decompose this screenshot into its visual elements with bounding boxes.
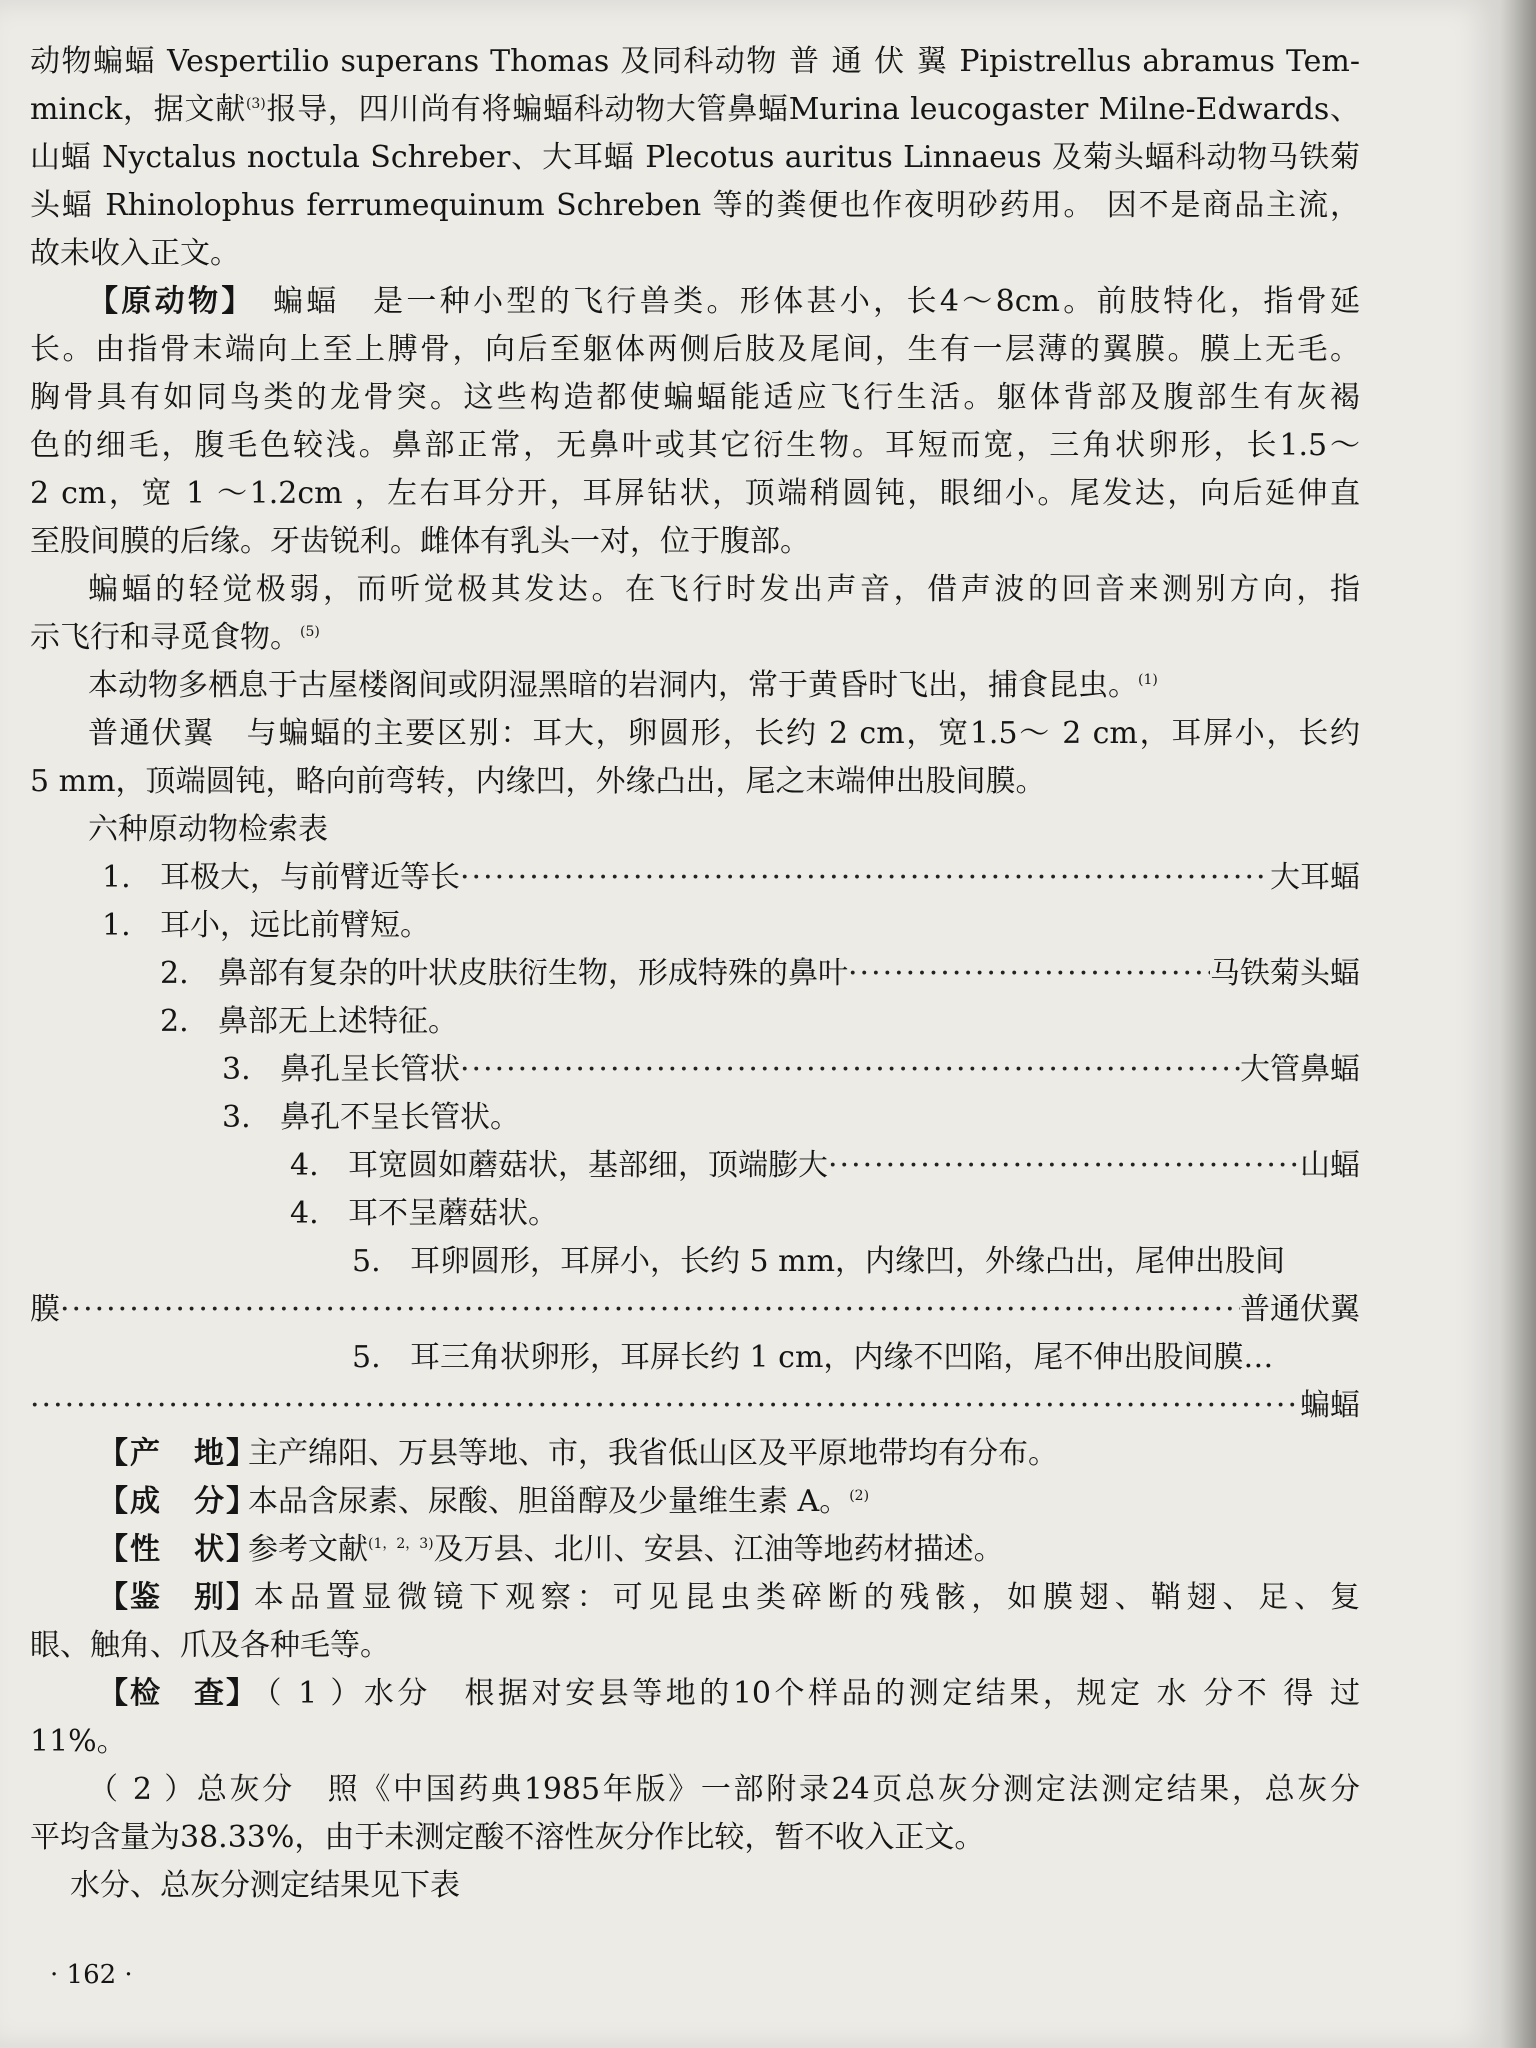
key-item-5b [30, 1334, 1360, 1382]
key-result: 大管鼻蝠 [1240, 1052, 1360, 1087]
leader-dots [848, 950, 1210, 998]
key-item-1a [30, 854, 1360, 902]
key-num: 3. [222, 1052, 251, 1087]
ref-1: (1) [1138, 672, 1158, 688]
entry-text: 主产绵阳、万县等地、市，我省低山区及平原地带均有分布。 [248, 1436, 1058, 1471]
key-text-cont: 膜 [30, 1292, 60, 1327]
key-text: 鼻孔不呈长管状。 [280, 1100, 520, 1135]
key-num: 5. [352, 1340, 381, 1375]
key-item-5a [30, 1238, 1360, 1286]
leader-dots [60, 1286, 1240, 1334]
key-item-4b [30, 1190, 1360, 1238]
intro-line-2a: minck，据文献 [30, 92, 246, 127]
entry-properties [30, 1526, 1360, 1574]
origin-line-1 [30, 278, 1360, 326]
ref-1-2-3: (1，2，3) [368, 1536, 434, 1552]
key-text: 耳三角状卵形，耳屏长约 1 cm，内缘不凹陷，尾不伸出股间膜… [410, 1340, 1274, 1375]
key-item-3b [30, 1094, 1360, 1142]
leader-dots [460, 1046, 1240, 1094]
key-num: 1. [102, 908, 131, 943]
intro-line-1: 动物蝙蝠 Vespertilio superans Thomas 及同科动物 普 通 伏 翼 Pipistrellus abramus Tem- [30, 44, 1360, 79]
entry-inspection-cont: 11%。 [30, 1724, 127, 1759]
entry-inspection [30, 1670, 1360, 1718]
p2-line-2 [30, 614, 1360, 662]
key-text: 耳宽圆如蘑菇状，基部细，顶端膨大 [348, 1148, 828, 1183]
p2-line-1: 蝙蝠的轻觉极弱，而听觉极其发达。在飞行时发出声音，借声波的回音来测别方向，指 [88, 572, 1360, 607]
entry-label: 【性 状】 [98, 1532, 258, 1567]
entry-composition [30, 1478, 1360, 1526]
p2-text-2: 示飞行和寻觅食物。 [30, 620, 300, 655]
intro-line-2b: 报导，四川尚有将蝙蝠科动物大管鼻蝠Murina leucogaster Milne-Edwards、 [265, 92, 1360, 127]
origin-text-1: 蝙蝠 是一种小型的飞行兽类。形体甚小，长4～8cm。前肢特化，指骨延 [273, 284, 1360, 319]
origin-line-6: 至股间膜的后缘。牙齿锐利。雌体有乳头一对，位于腹部。 [30, 524, 810, 559]
entry-text: 本品含尿素、尿酸、胆甾醇及少量维生素 A。 [248, 1484, 850, 1519]
key-item-2b [30, 998, 1360, 1046]
entry-label: 【成 分】 [98, 1484, 258, 1519]
key-result: 大耳蝠 [1270, 860, 1360, 895]
ash-line-2: 平均含量为38.33%，由于未测定酸不溶性灰分作比较，暂不收入正文。 [30, 1820, 985, 1855]
key-item-2a [30, 950, 1360, 998]
key-text: 耳不呈蘑菇状。 [348, 1196, 558, 1231]
origin-label: 【原动物】 [88, 284, 240, 319]
key-item-5b-cont [30, 1382, 1360, 1430]
intro-line-5: 故未收入正文。 [30, 236, 240, 271]
entry-origin-place [30, 1430, 1360, 1478]
key-num: 5. [352, 1244, 381, 1279]
key-num: 2. [160, 1004, 189, 1039]
book-binding-edge [1500, 0, 1536, 2048]
p3-text: 本动物多栖息于古屋楼阁间或阴湿黑暗的岩洞内，常于黄昏时飞出，捕食昆虫。 [88, 668, 1138, 703]
ref-2: (2) [849, 1488, 870, 1504]
entry-label: 【鉴 别】 [98, 1580, 258, 1615]
entry-identification-cont: 眼、触角、爪及各种毛等。 [30, 1628, 390, 1663]
leader-dots [30, 1382, 1300, 1430]
leader-dots [460, 854, 1270, 902]
key-item-1b [30, 902, 1360, 950]
key-title: 六种原动物检索表 [88, 812, 328, 847]
entry-identification [30, 1574, 1360, 1622]
p3-line-1 [30, 662, 1360, 710]
intro-line-4: 头蝠 Rhinolophus ferrumequinum Schreben 等的粪便也作夜明砂药用。 因不是商品主流， [30, 188, 1360, 223]
key-text: 鼻部无上述特征。 [218, 1004, 458, 1039]
page-text [30, 38, 1360, 1910]
key-num: 4. [290, 1148, 319, 1183]
page-number: · 162 · [50, 1960, 133, 1990]
entry-text: （ 1 ）水分 根据对安县等地的10个样品的测定结果，规定 水 分不 得 过 [248, 1676, 1360, 1711]
key-text: 耳卵圆形，耳屏小，长约 5 mm，内缘凹，外缘凸出，尾伸出股间 [410, 1244, 1286, 1279]
p4-line-1: 普通伏翼 与蝙蝠的主要区别：耳大，卵圆形，长约 2 cm，宽1.5～ 2 cm，耳屏小，长约 [88, 716, 1360, 751]
key-result: 普通伏翼 [1240, 1292, 1360, 1327]
entry-text: 本品置显微镜下观察：可见昆虫类碎断的残骸，如膜翅、鞘翅、足、复 [248, 1580, 1360, 1615]
key-result: 山蝠 [1300, 1148, 1360, 1183]
ref-3: (3) [245, 96, 266, 112]
key-item-4a [30, 1142, 1360, 1190]
key-text: 鼻部有复杂的叶状皮肤衍生物，形成特殊的鼻叶 [218, 956, 848, 991]
key-result: 蝙蝠 [1300, 1388, 1360, 1423]
ref-5: (5) [300, 624, 320, 640]
key-num: 1. [102, 860, 131, 895]
origin-line-5: 2 cm，宽 1 ～1.2cm ，左右耳分开，耳屏钻状，顶端稍圆钝，眼细小。尾发达，向后延伸直 [30, 476, 1360, 511]
origin-line-4: 色的细毛，腹毛色较浅。鼻部正常，无鼻叶或其它衍生物。耳短而宽，三角状卵形，长1.5～ [30, 428, 1360, 463]
key-result: 马铁菊头蝠 [1210, 956, 1360, 991]
entry-label: 【产 地】 [98, 1436, 258, 1471]
key-item-3a [30, 1046, 1360, 1094]
key-item-5a-cont [30, 1286, 1360, 1334]
entry-text-a: 参考文献 [248, 1532, 368, 1567]
key-text: 耳极大，与前臂近等长 [160, 860, 460, 895]
key-num: 3. [222, 1100, 251, 1135]
leader-dots [828, 1142, 1300, 1190]
entry-label: 【检 查】 [98, 1676, 258, 1711]
key-num: 2. [160, 956, 189, 991]
key-text: 鼻孔呈长管状 [280, 1052, 460, 1087]
origin-line-2: 长。由指骨末端向上至上膊骨，向后至躯体两侧后肢及尾间，生有一层薄的翼膜。膜上无毛。 [30, 332, 1360, 367]
p4-line-2: 5 mm，顶端圆钝，略向前弯转，内缘凹，外缘凸出，尾之末端伸出股间膜。 [30, 764, 1046, 799]
intro-line-3: 山蝠 Nyctalus noctula Schreber、大耳蝠 Plecotus auritus Linnaeus 及菊头蝠科动物马铁菊 [30, 140, 1360, 175]
intro-line-2 [30, 86, 1360, 134]
key-num: 4. [290, 1196, 319, 1231]
origin-line-3: 胸骨具有如同鸟类的龙骨突。这些构造都使蝙蝠能适应飞行生活。躯体背部及腹部生有灰褐 [30, 380, 1360, 415]
key-text: 耳小，远比前臂短。 [160, 908, 430, 943]
ash-line-3: 水分、总灰分测定结果见下表 [70, 1868, 460, 1903]
ash-line-1: （ 2 ）总灰分 照《中国药典1985年版》一部附录24页总灰分测定法测定结果，总灰分 [88, 1772, 1360, 1807]
entry-text-b: 及万县、北川、安县、江油等地药材描述。 [433, 1532, 1004, 1567]
